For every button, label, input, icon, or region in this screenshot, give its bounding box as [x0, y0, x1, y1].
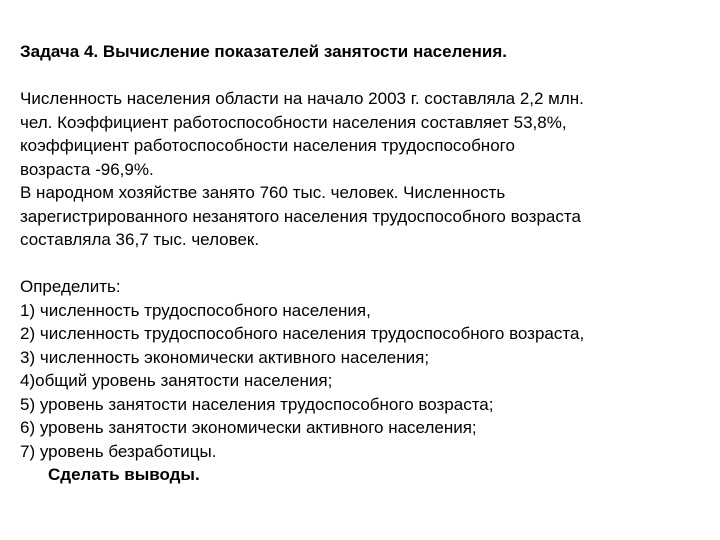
spacer: [20, 64, 710, 88]
task-item: 6) уровень занятости экономически активного населения;: [20, 418, 477, 437]
task-item: 4)общий уровень занятости населения;: [20, 371, 333, 390]
problem-line: В народном хозяйстве занято 760 тыс. человек. Численность: [20, 183, 506, 202]
tasks-heading: Определить:: [20, 277, 121, 296]
problem-line: зарегистрированного незанятого населения трудоспособного возраста: [20, 206, 581, 226]
spacer: [20, 252, 710, 276]
task-item: 1) численность трудоспособного населения,: [20, 300, 371, 320]
task-title: Задача 4. Вычисление показателей занятости населения.: [20, 42, 507, 61]
task-list: [20, 299, 710, 464]
problem-line: чел. Коэффициент работоспособности населения составляет 53,8%,: [20, 112, 567, 132]
problem-line: составляла 36,7 тыс. человек.: [20, 230, 260, 249]
task-item: 3) численность экономически активного населения;: [20, 347, 430, 367]
problem-line: коэффициент работоспособности населения трудоспособного: [20, 136, 515, 155]
problem-line: возраста -96,9%.: [20, 159, 154, 179]
task-item: 5) уровень занятости населения трудоспособного возраста;: [20, 394, 494, 414]
task-item: 7) уровень безработицы.: [20, 441, 217, 461]
conclusion-text: Сделать выводы.: [48, 465, 200, 484]
problem-statement: [20, 87, 710, 252]
problem-line: Численность населения области на начало 2003 г. составляла 2,2 млн.: [20, 89, 584, 108]
slide-content: [20, 40, 710, 487]
task-item: 2) численность трудоспособного населения трудоспособного возраста,: [20, 324, 585, 343]
